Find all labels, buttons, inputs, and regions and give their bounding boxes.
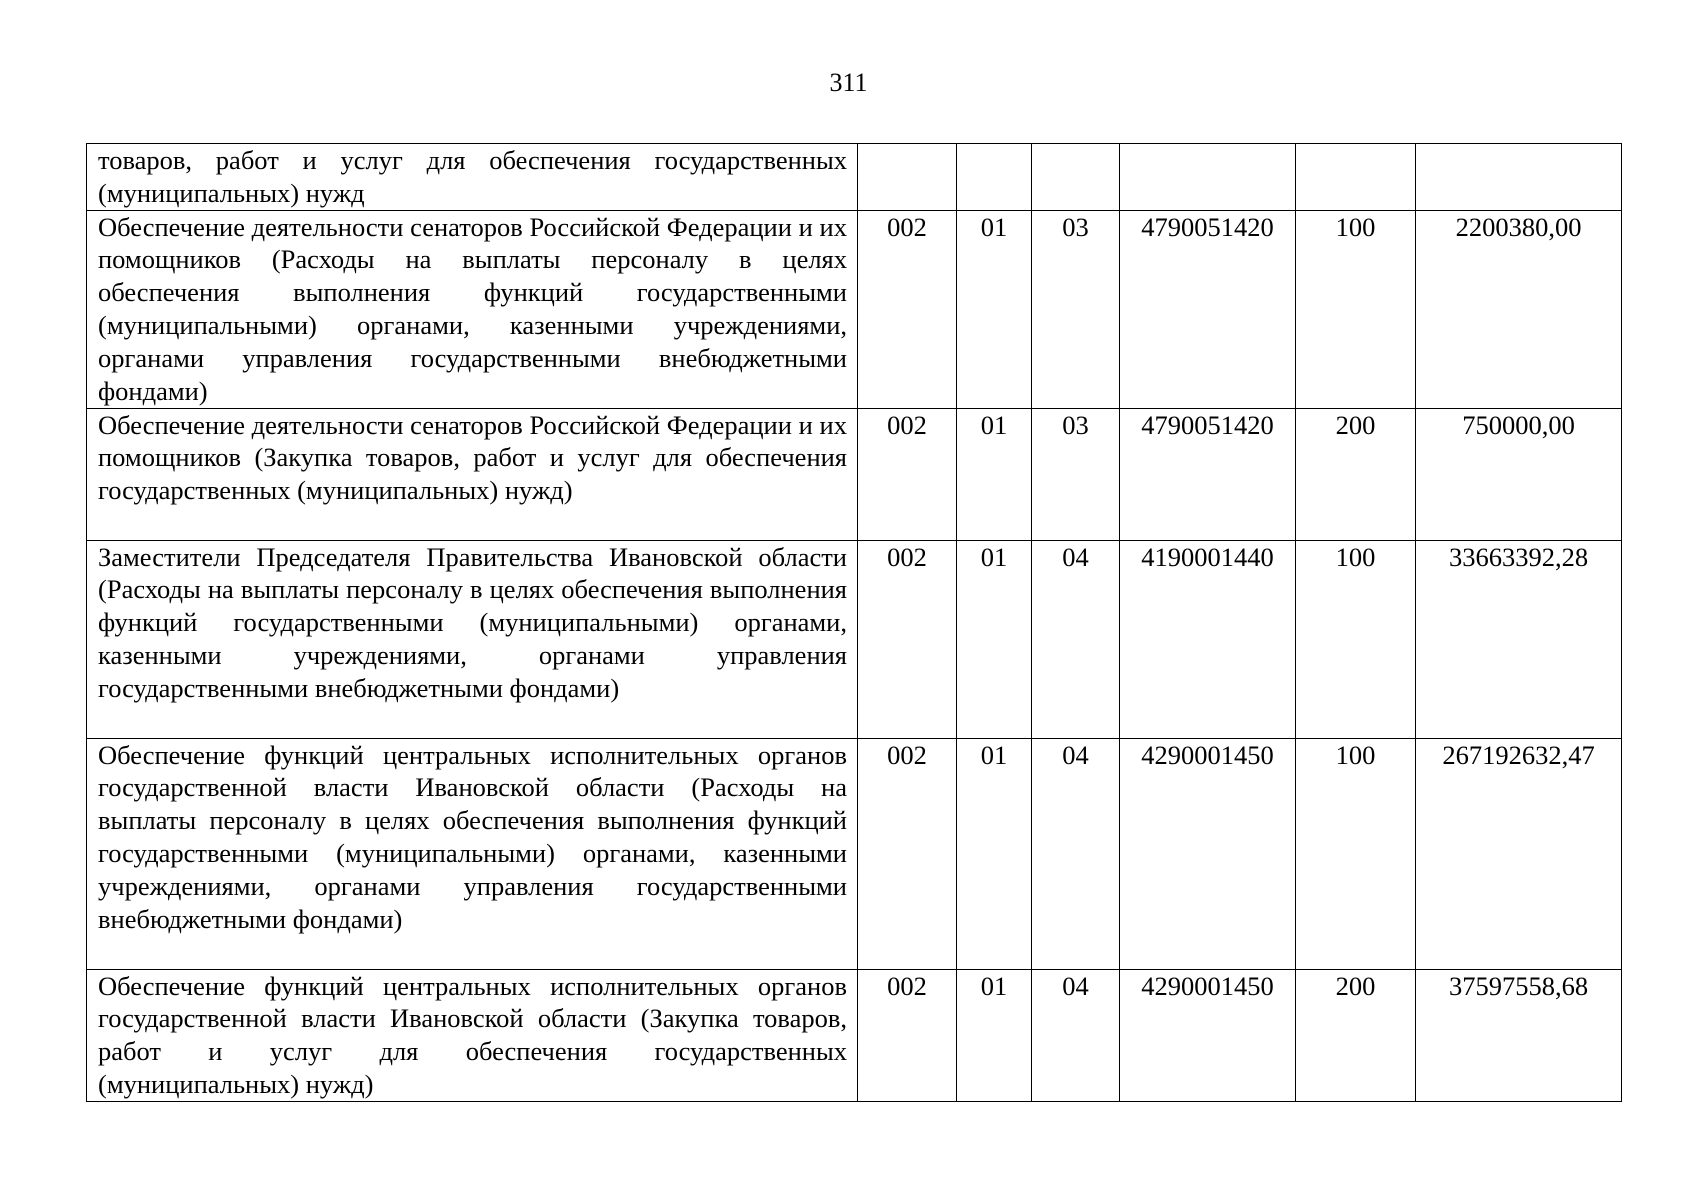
expense-description-cell xyxy=(87,144,858,211)
section-code-cell: 01 xyxy=(957,969,1032,1101)
table-row xyxy=(87,210,1622,408)
amount-cell: 2200380,00 xyxy=(1416,210,1622,408)
ministry-code-cell: 002 xyxy=(858,210,957,408)
target-article-cell: 4790051420 xyxy=(1120,408,1296,540)
expense-description-cell xyxy=(87,969,858,1101)
amount-cell: 750000,00 xyxy=(1416,408,1622,540)
target-article-cell: 4190001440 xyxy=(1120,540,1296,738)
expense-description-cell xyxy=(87,210,858,408)
ministry-code-cell: 002 xyxy=(858,540,957,738)
subsection-code-cell: 04 xyxy=(1032,540,1120,738)
target-article-cell: 4290001450 xyxy=(1120,969,1296,1101)
expense-description-cell xyxy=(87,408,858,540)
expense-description: Обеспечение функций центральных исполнительных органов государственной власти Ивановской области (Закупка товаров, работ и услуг для обеспечения государственных (муниципальных) нужд) xyxy=(98,970,847,1099)
amount-cell: 37597558,68 xyxy=(1416,969,1622,1101)
target-article-cell xyxy=(1120,144,1296,211)
table-row xyxy=(87,738,1622,969)
section-code-cell xyxy=(957,144,1032,211)
subsection-code-cell: 04 xyxy=(1032,969,1120,1101)
expense-type-cell: 200 xyxy=(1296,969,1416,1101)
expense-description: Заместители Председателя Правительства Ивановской области (Расходы на выплаты персоналу в целях обеспечения выполнения функций государственными (муниципальными) органами, казенными учреждениями, органами управления государственными внебюджетными фондами) xyxy=(98,541,847,703)
table-row xyxy=(87,540,1622,738)
expense-type-cell: 100 xyxy=(1296,210,1416,408)
expense-description-cell xyxy=(87,540,858,738)
subsection-code-cell: 04 xyxy=(1032,738,1120,969)
expense-description: Обеспечение деятельности сенаторов Российской Федерации и их помощников (Закупка товаров, работ и услуг для обеспечения государственных (муниципальных) нужд) xyxy=(98,409,847,506)
table-row xyxy=(87,408,1622,540)
budget-table xyxy=(86,143,1622,1102)
ministry-code-cell: 002 xyxy=(858,969,957,1101)
page-number: 311 xyxy=(829,68,868,97)
subsection-code-cell: 03 xyxy=(1032,210,1120,408)
ministry-code-cell: 002 xyxy=(858,408,957,540)
expense-description-cell xyxy=(87,738,858,969)
section-code-cell: 01 xyxy=(957,408,1032,540)
section-code-cell: 01 xyxy=(957,738,1032,969)
expense-description: товаров, работ и услуг для обеспечения государственных (муниципальных) нужд xyxy=(98,145,847,208)
amount-cell xyxy=(1416,144,1622,211)
expense-description: Обеспечение деятельности сенаторов Российской Федерации и их помощников (Расходы на выплаты персоналу в целях обеспечения выполнения функций государственными (муниципальными) органами, казенными учреждениями, органами управления государственными внебюджетными фондами) xyxy=(98,211,847,406)
table-row xyxy=(87,144,1622,211)
ministry-code-cell xyxy=(858,144,957,211)
expense-type-cell: 100 xyxy=(1296,738,1416,969)
target-article-cell: 4290001450 xyxy=(1120,738,1296,969)
subsection-code-cell xyxy=(1032,144,1120,211)
expense-type-cell: 200 xyxy=(1296,408,1416,540)
section-code-cell: 01 xyxy=(957,540,1032,738)
section-code-cell: 01 xyxy=(957,210,1032,408)
expense-type-cell: 100 xyxy=(1296,540,1416,738)
ministry-code-cell: 002 xyxy=(858,738,957,969)
expense-type-cell xyxy=(1296,144,1416,211)
amount-cell: 33663392,28 xyxy=(1416,540,1622,738)
subsection-code-cell: 03 xyxy=(1032,408,1120,540)
expense-description: Обеспечение функций центральных исполнительных органов государственной власти Ивановской области (Расходы на выплаты персоналу в целях обеспечения выполнения функций государственными (муниципальными) органами, казенными учреждениями, органами управления государственными внебюджетными фондами) xyxy=(98,739,847,934)
amount-cell: 267192632,47 xyxy=(1416,738,1622,969)
table-row xyxy=(87,969,1622,1101)
target-article-cell: 4790051420 xyxy=(1120,210,1296,408)
